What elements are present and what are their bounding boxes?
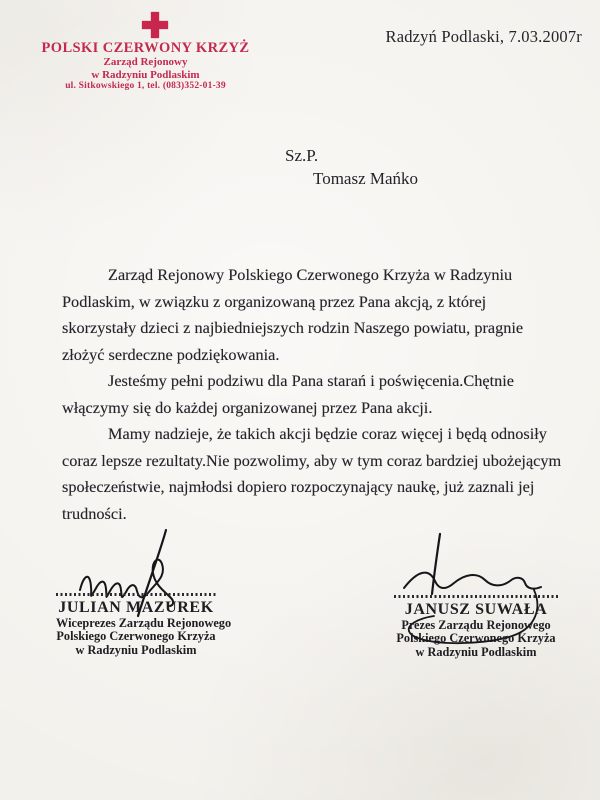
- letterhead-stamp: [38, 12, 253, 91]
- paragraph-1: Zarząd Rejonowy Polskiego Czerwonego Krzyża w Radzyniu Podlaskim, w związku z organizowaną przez Pana akcją, z której skorzystały dzieci z najbiedniejszych rodzin Naszego powiatu, pragnie złożyć serdeczne podziękowania.: [62, 265, 524, 364]
- signer-title-right-3: w Radzyniu Podlaskim: [415, 644, 537, 659]
- paragraph-3: Mamy nadzieje, że takich akcji będzie coraz więcej i będą odnosiły coraz lepsze rezultaty.Nie pozwolimy, aby w tym coraz bardziej ubożejącym społeczeństwie, najmłodsi dopiero rozpoczynający naukę, już zaznali jej trudności.: [62, 424, 562, 523]
- signer-name-left: JULIAN MAZUREK: [58, 598, 214, 616]
- signature-line-right: [394, 595, 558, 598]
- org-dept-line1: Zarząd Rejonowy: [103, 56, 188, 69]
- dateline: Radzyń Podlaski, 7.03.2007r: [385, 27, 582, 46]
- recipient-salutation: Sz.P.: [285, 146, 319, 165]
- signer-title-right-1: Prezes Zarządu Rejonowego: [401, 617, 551, 632]
- signer-title-left-2: Polskiego Czerwonego Krzyża: [56, 629, 216, 643]
- org-address: ul. Sitkowskiego 1, tel. (083)352-01-39: [65, 80, 226, 91]
- paragraph-2: Jesteśmy pełni podziwu dla Pana starań i poświęcenia.Chętnie włączymy się do każdej organizowanej przez Pana akcji.: [62, 371, 515, 417]
- org-dept-line2: w Radzyniu Podlaskim: [91, 68, 200, 81]
- signer-title-right-2: Polskiego Czerwonego Krzyża: [396, 631, 556, 645]
- recipient-block: [285, 146, 418, 189]
- org-name: POLSKI CZERWONY KRZYŻ: [41, 40, 250, 56]
- signature-block-left: [56, 593, 232, 657]
- signer-title-left-3: w Radzyniu Podlaskim: [75, 642, 197, 657]
- red-cross-icon: [142, 12, 168, 38]
- signer-name-right: JANUSZ SUWAŁA: [404, 600, 548, 618]
- signature-block-right: [394, 595, 558, 659]
- letter-body: [62, 262, 564, 527]
- signer-title-left-1: Wiceprezes Zarządu Rejonowego: [56, 615, 232, 630]
- signature-line-left: [56, 593, 216, 596]
- recipient-name: Tomasz Mańko: [313, 169, 419, 188]
